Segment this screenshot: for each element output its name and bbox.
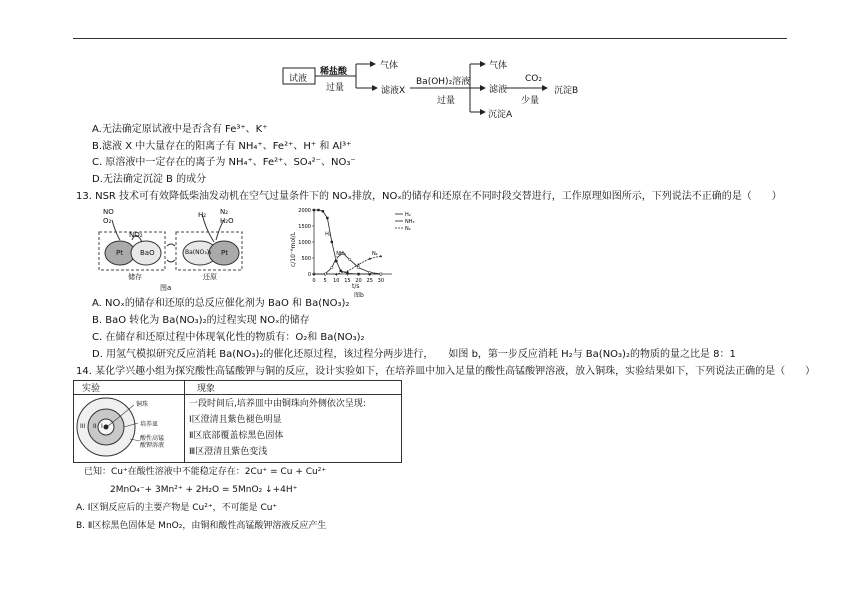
x-tick-label: 20 xyxy=(355,278,362,284)
y-tick-label: 2000 xyxy=(298,208,311,214)
series-point xyxy=(369,271,371,273)
q12-option-d: D.无法确定沉淀 B 的成分 xyxy=(92,174,207,185)
series-point xyxy=(331,241,333,243)
x-tick-label: 15 xyxy=(344,278,351,284)
y-tick-label: 500 xyxy=(301,256,311,262)
legend-label: NH₃ xyxy=(405,219,415,225)
series-point xyxy=(357,273,359,275)
q14-option-a: A. Ⅰ区铜反应后的主要产物是 Cu²⁺，不可能是 Cu⁺ xyxy=(76,503,278,513)
series-point xyxy=(322,210,324,212)
q14-stem: 14. 某化学兴趣小组为探究酸性高锰酸钾与铜的反应，设计实验如下，在培养皿中加入足量的酸性高锰酸钾溶液，放入铜珠，实验结果如下，下列说法正确的是（ ） xyxy=(76,366,816,377)
x-tick-label: 5 xyxy=(323,278,327,284)
label-solution: 酸性高锰 酸钾溶液 xyxy=(140,435,165,449)
series-point xyxy=(335,257,337,259)
flow-filtrate-x: 滤液X xyxy=(381,86,406,96)
fig-a-label: 图a xyxy=(160,284,172,292)
top-rule xyxy=(73,38,787,39)
q12-option-c: C. 原溶液中一定存在的离子为 NH₄⁺、Fe²⁺、SO₄²⁻、NO₃⁻ xyxy=(92,157,356,168)
phenomenon-0: 一段时间后,培养皿中由铜珠向外侧依次呈现: xyxy=(189,399,366,409)
q12-option-a: A.无法确定原试液中是否含有 Fe³⁺、K⁺ xyxy=(92,124,268,135)
flow-reagent1: 稀盐酸 xyxy=(320,67,348,77)
series-point xyxy=(331,266,333,268)
flow-gas2: 气体 xyxy=(489,61,508,71)
series-point xyxy=(340,270,342,272)
x-tick-label: 10 xyxy=(333,278,340,284)
series-point xyxy=(380,273,382,275)
fig-a-bao: BaO xyxy=(140,249,155,257)
label-region-2: II xyxy=(93,423,97,430)
q13-option-b: B. BaO 转化为 Ba(NO₃)₂的过程实现 NOₓ的储存 xyxy=(92,315,310,326)
series-point xyxy=(348,258,350,260)
q13-option-d: D. 用氢气模拟研究反应消耗 Ba(NO₃)₂的催化还原过程，该过程分两步进行， 如图 b，第一步反应消耗 H₂与 Ba(NO₃)₂的物质的量之比是 8：1 xyxy=(92,349,736,360)
experiment-figure-cell xyxy=(74,395,185,463)
label-region-3: III xyxy=(80,423,86,430)
x-tick-label: 30 xyxy=(377,278,385,284)
fig-a-pt-right: Pt xyxy=(221,249,228,257)
label-region-1: I xyxy=(101,423,103,430)
chart-ylabel: c/10⁻⁶mol/L xyxy=(290,231,298,268)
q14-known: 已知：Cu⁺在酸性溶液中不能稳定存在：2Cu⁺ = Cu + Cu²⁺ xyxy=(84,467,327,477)
flow-precipitate-a: 沉淀A xyxy=(488,110,513,120)
series-line-0 xyxy=(314,210,381,274)
flow-reagent2-amount: 过量 xyxy=(437,96,456,106)
chart-xlabel: t/s xyxy=(352,283,360,290)
copper-bead xyxy=(104,425,109,430)
flow-reagent1-amount: 过量 xyxy=(326,83,345,93)
fig-a-no2: NO₂ xyxy=(129,231,143,239)
q13-option-c: C. 在储存和还原过程中体现氧化性的物质有：O₂和 Ba(NO₃)₂ xyxy=(92,332,365,343)
y-tick-label: 1000 xyxy=(298,240,311,246)
flow-precipitate-b: 沉淀B xyxy=(554,86,579,96)
curve-label: H₂ xyxy=(325,231,331,238)
petri-dish-figure xyxy=(74,395,180,459)
series-point xyxy=(326,217,328,219)
phenomenon-3: Ⅲ区澄清且紫色变浅 xyxy=(189,447,268,457)
table-header-phenomenon: 现象 xyxy=(185,381,402,395)
curve-label: NH₃ xyxy=(336,250,346,257)
fig-a-reduce: 还原 xyxy=(203,273,217,281)
fig-a-store: 储存 xyxy=(128,273,142,281)
label-copper: 铜珠 xyxy=(136,401,149,408)
flow-reagent3-amount: 少量 xyxy=(521,96,540,106)
q12-option-b: B.滤液 X 中大量存在的阳离子有 NH₄⁺、Fe²⁺、H⁺ 和 Al³⁺ xyxy=(92,141,352,152)
curve-label: N₂ xyxy=(371,250,378,257)
fig-a-bano3: Ba(NO₃)₂ xyxy=(185,249,212,256)
flow-gas1: 气体 xyxy=(380,61,399,71)
fig-a-n2-h2o: N₂ H₂O xyxy=(220,208,234,225)
phenomenon-2: Ⅱ区底部覆盖棕黑色固体 xyxy=(189,431,284,441)
legend-label: N₂ xyxy=(405,226,411,232)
flow-sample: 试液 xyxy=(289,74,308,84)
fig-a-h2: H₂ xyxy=(198,211,207,219)
q13-option-a: A. NOₓ的储存和还原的总反应催化剂为 BaO 和 Ba(NO₃)₂ xyxy=(92,298,350,309)
series-point xyxy=(346,272,348,274)
legend-label: H₂ xyxy=(405,212,411,218)
q14-equation: 2MnO₄⁻+ 3Mn²⁺ + 2H₂O = 5MnO₂ ↓+4H⁺ xyxy=(110,485,298,495)
q13-stem: 13. NSR 技术可有效降低柴油发动机在空气过量条件下的 NOₓ排放，NOₓ的储存和还原在不同时段交替进行，工作原理如图所示，下列说法不正确的是（ ） xyxy=(76,191,782,202)
fig-a-pt-left: Pt xyxy=(116,249,123,257)
x-tick-label: 0 xyxy=(312,278,316,284)
flow-reagent2: Ba(OH)₂溶液 xyxy=(416,77,471,87)
table-header-experiment: 实验 xyxy=(74,381,185,395)
fig-a-left-inputs: NO O₂ xyxy=(103,208,114,225)
q14-option-b: B. Ⅱ区棕黑色固体是 MnO₂，由铜和酸性高锰酸钾溶液反应产生 xyxy=(76,521,327,531)
experiment-table xyxy=(73,380,402,463)
y-tick-label: 1500 xyxy=(298,224,311,230)
flow-filtrate: 滤液 xyxy=(489,85,508,95)
flow-reagent3: CO₂ xyxy=(525,74,542,84)
phenomena-cell xyxy=(185,395,402,463)
series-point xyxy=(317,209,319,211)
label-dish: 培养皿 xyxy=(140,421,159,428)
series-point xyxy=(357,266,359,268)
series-point xyxy=(313,209,315,211)
fig-b-label: 图b xyxy=(354,292,364,299)
x-tick-label: 25 xyxy=(366,278,373,284)
phenomenon-1: Ⅰ区澄清且紫色褪色明显 xyxy=(189,415,282,425)
y-tick-label: 0 xyxy=(307,272,311,278)
series-point xyxy=(357,263,360,265)
